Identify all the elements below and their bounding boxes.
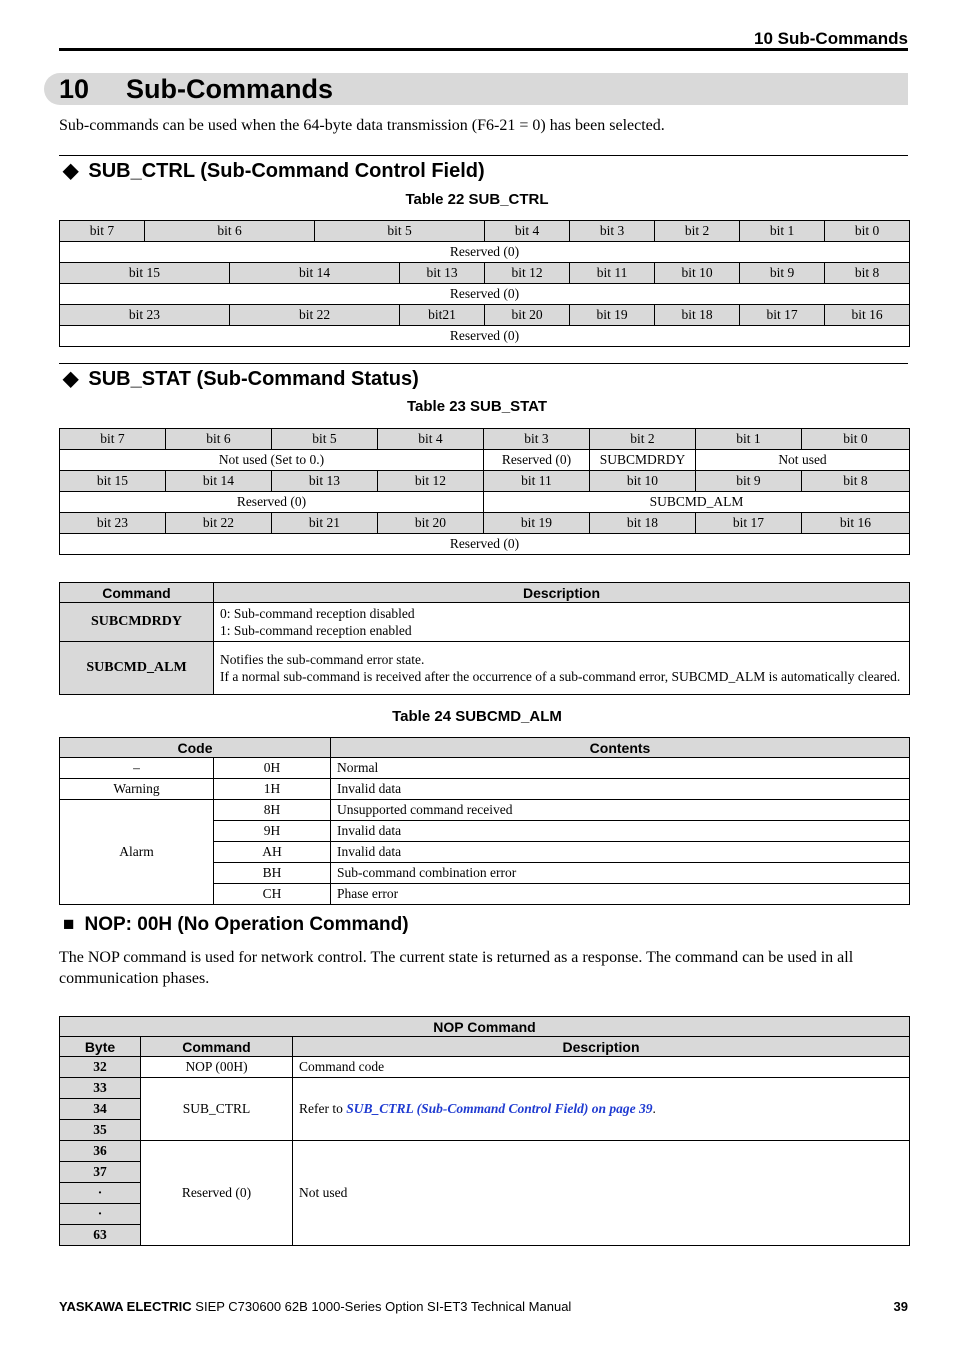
- bit-cell: bit 11: [570, 263, 655, 284]
- table-header-row: [60, 583, 910, 603]
- command-description: [214, 603, 910, 642]
- bit-cell: bit 15: [60, 263, 230, 284]
- footer: [59, 1299, 571, 1314]
- table-row: [60, 450, 910, 471]
- table-row: [60, 242, 910, 263]
- page-number: 39: [893, 1299, 908, 1314]
- table-row: [60, 603, 910, 642]
- bit-cell: bit 18: [590, 513, 696, 534]
- footer-brand: YASKAWA ELECTRIC: [59, 1299, 192, 1314]
- code-value: 1H: [214, 779, 331, 800]
- bit-cell: bit 17: [696, 513, 802, 534]
- header-rule: [59, 48, 908, 51]
- reserved-cell: Reserved (0): [60, 284, 910, 305]
- running-head: 10 Sub-Commands: [754, 29, 908, 48]
- code-group: Alarm: [60, 800, 214, 905]
- value-cell: Reserved (0): [60, 534, 910, 555]
- column-header: Description: [293, 1037, 910, 1057]
- bit-cell: bit 20: [485, 305, 570, 326]
- table-row: [60, 758, 910, 779]
- value-cell: SUBCMDRDY: [590, 450, 696, 471]
- command-name: SUBCMD_ALM: [60, 642, 214, 695]
- byte-cell: 37: [60, 1162, 141, 1183]
- section-rule: [59, 363, 908, 364]
- code-contents: Invalid data: [331, 821, 910, 842]
- section-heading-nop: [63, 914, 409, 936]
- table-row: [60, 642, 910, 695]
- table-caption: Table 23 SUB_STAT: [406, 398, 548, 415]
- bit-cell: bit 17: [740, 305, 825, 326]
- code-contents: Unsupported command received: [331, 800, 910, 821]
- nop-command-table: [59, 1016, 910, 1246]
- command-description-table: [59, 582, 910, 695]
- bit-cell: bit 7: [60, 429, 166, 450]
- table-row: [60, 305, 910, 326]
- byte-cell: 34: [60, 1099, 141, 1120]
- table-row: [60, 492, 910, 513]
- footer-manual-title: SIEP C730600 62B 1000-Series Option SI-ET3 Technical Manual: [191, 1299, 572, 1314]
- code-value: CH: [214, 884, 331, 905]
- code-value: 9H: [214, 821, 331, 842]
- section-heading-sub-stat: [63, 366, 419, 391]
- bit-cell: bit 10: [655, 263, 740, 284]
- table-row: [60, 284, 910, 305]
- bit-cell: bit 14: [166, 471, 272, 492]
- column-header: Code: [60, 738, 331, 758]
- bit-cell: bit 21: [272, 513, 378, 534]
- bit-cell: bit 1: [696, 429, 802, 450]
- code-group: –: [60, 758, 214, 779]
- bit-cell: bit 20: [378, 513, 484, 534]
- value-cell: Not used: [696, 450, 910, 471]
- description-line: If a normal sub-command is received after the occurrence of a sub-command error, SUBCMD_ALM is automatically cleared.: [220, 669, 901, 684]
- bit-cell: bit 19: [484, 513, 590, 534]
- chapter-title: Sub-Commands: [126, 74, 334, 104]
- table-row: [60, 221, 910, 242]
- bit-cell: bit 9: [740, 263, 825, 284]
- bit-cell: bit 5: [272, 429, 378, 450]
- code-value: AH: [214, 842, 331, 863]
- bit-cell: bit 16: [825, 305, 910, 326]
- byte-cell: 35: [60, 1120, 141, 1141]
- description-cell: Not used: [293, 1141, 910, 1246]
- column-header: Byte: [60, 1037, 141, 1057]
- nop-description: The NOP command is used for network control. The current state is returned as a response. The command can be used in all communication phases.: [59, 949, 854, 987]
- intro-text: Sub-commands can be used when the 64-byte data transmission (F6-21 = 0) has been selected.: [59, 117, 665, 134]
- code-contents: Sub-command combination error: [331, 863, 910, 884]
- bit-cell: bit 19: [570, 305, 655, 326]
- bit-cell: bit 14: [230, 263, 400, 284]
- code-group: Warning: [60, 779, 214, 800]
- byte-cell: 36: [60, 1141, 141, 1162]
- chapter-number: 10: [59, 74, 90, 104]
- table-header-row: [60, 1037, 910, 1057]
- sub-stat-table: [59, 428, 910, 555]
- column-header: Description: [214, 583, 910, 603]
- bit-cell: bit 3: [570, 221, 655, 242]
- code-contents: Normal: [331, 758, 910, 779]
- table-row: [60, 1057, 910, 1078]
- bit-cell: bit 3: [484, 429, 590, 450]
- code-value: 8H: [214, 800, 331, 821]
- bit-cell: bit 0: [802, 429, 910, 450]
- description-line: 1: Sub-command reception enabled: [220, 623, 412, 638]
- table-row: [60, 1141, 910, 1162]
- value-cell: Reserved (0): [484, 450, 590, 471]
- section-title: SUB_CTRL (Sub-Command Control Field): [88, 160, 485, 182]
- table-row: [60, 1078, 910, 1099]
- bit-cell: bit 6: [166, 429, 272, 450]
- bit-cell: bit 23: [60, 513, 166, 534]
- bit-cell: bit 12: [485, 263, 570, 284]
- command-cell: SUB_CTRL: [141, 1078, 293, 1141]
- code-contents: Phase error: [331, 884, 910, 905]
- command-cell: NOP (00H): [141, 1057, 293, 1078]
- diamond-icon: ◆: [63, 368, 79, 390]
- table-row: [60, 326, 910, 347]
- bit-cell: bit 6: [145, 221, 315, 242]
- table-row: [60, 513, 910, 534]
- code-value: 0H: [214, 758, 331, 779]
- chapter-heading-bar: [44, 73, 908, 105]
- bit-cell: bit 8: [802, 471, 910, 492]
- table-caption: Table 22 SUB_CTRL: [405, 191, 549, 208]
- code-contents: Invalid data: [331, 842, 910, 863]
- description-prefix: Refer to: [299, 1101, 347, 1116]
- bit-cell: bit 5: [315, 221, 485, 242]
- bit-cell: bit 4: [485, 221, 570, 242]
- bit-cell: bit 16: [802, 513, 910, 534]
- bit-cell: bit 10: [590, 471, 696, 492]
- table-title-row: [60, 1017, 910, 1037]
- description-suffix: .: [652, 1101, 656, 1116]
- square-bullet-icon: ■: [63, 914, 75, 935]
- bit-cell: bit 13: [400, 263, 485, 284]
- bit-cell: bit 18: [655, 305, 740, 326]
- byte-cell: 33: [60, 1078, 141, 1099]
- sub-ctrl-table: [59, 220, 910, 347]
- table-row: [60, 471, 910, 492]
- section-title: NOP: 00H (No Operation Command): [84, 914, 409, 935]
- byte-cell: 32: [60, 1057, 141, 1078]
- table-caption: Table 24 SUBCMD_ALM: [392, 708, 562, 725]
- bit-cell: bit 15: [60, 471, 166, 492]
- subcmd-alm-table: [59, 737, 910, 905]
- bit-cell: bit 7: [60, 221, 145, 242]
- command-cell: Reserved (0): [141, 1141, 293, 1246]
- reserved-cell: Reserved (0): [60, 326, 910, 347]
- section-heading-sub-ctrl: [63, 158, 485, 183]
- column-header: Command: [141, 1037, 293, 1057]
- table-row: [60, 534, 910, 555]
- bit-cell: bit 2: [590, 429, 696, 450]
- bit-cell: bit 22: [166, 513, 272, 534]
- table-title: NOP Command: [60, 1017, 910, 1037]
- diamond-icon: ◆: [63, 160, 79, 182]
- bit-cell: bit 1: [740, 221, 825, 242]
- sub-ctrl-page-link[interactable]: SUB_CTRL (Sub-Command Control Field) on page 39: [346, 1101, 653, 1116]
- byte-cell: ·: [60, 1204, 141, 1225]
- bit-cell: bit 9: [696, 471, 802, 492]
- table-header-row: [60, 738, 910, 758]
- bit-cell: bit 4: [378, 429, 484, 450]
- code-contents: Invalid data: [331, 779, 910, 800]
- description-line: Notifies the sub-command error state.: [220, 652, 425, 667]
- column-header: Command: [60, 583, 214, 603]
- bit-cell: bit 13: [272, 471, 378, 492]
- command-description: [214, 642, 910, 695]
- section-title: SUB_STAT (Sub-Command Status): [88, 368, 419, 390]
- bit-cell: bit 23: [60, 305, 230, 326]
- column-header: Contents: [331, 738, 910, 758]
- section-rule: [59, 155, 908, 156]
- command-name: SUBCMDRDY: [60, 603, 214, 642]
- bit-cell: bit 11: [484, 471, 590, 492]
- bit-cell: bit 0: [825, 221, 910, 242]
- byte-cell: 63: [60, 1225, 141, 1246]
- value-cell: Reserved (0): [60, 492, 484, 513]
- value-cell: SUBCMD_ALM: [484, 492, 910, 513]
- table-row: [60, 779, 910, 800]
- bit-cell: bit21: [400, 305, 485, 326]
- table-row: [60, 263, 910, 284]
- code-value: BH: [214, 863, 331, 884]
- reserved-cell: Reserved (0): [60, 242, 910, 263]
- bit-cell: bit 8: [825, 263, 910, 284]
- value-cell: Not used (Set to 0.): [60, 450, 484, 471]
- table-row: [60, 429, 910, 450]
- table-row: [60, 800, 910, 821]
- description-cell: Command code: [293, 1057, 910, 1078]
- bit-cell: bit 22: [230, 305, 400, 326]
- description-cell: [293, 1078, 910, 1141]
- bit-cell: bit 12: [378, 471, 484, 492]
- description-line: 0: Sub-command reception disabled: [220, 606, 415, 621]
- byte-cell: ·: [60, 1183, 141, 1204]
- bit-cell: bit 2: [655, 221, 740, 242]
